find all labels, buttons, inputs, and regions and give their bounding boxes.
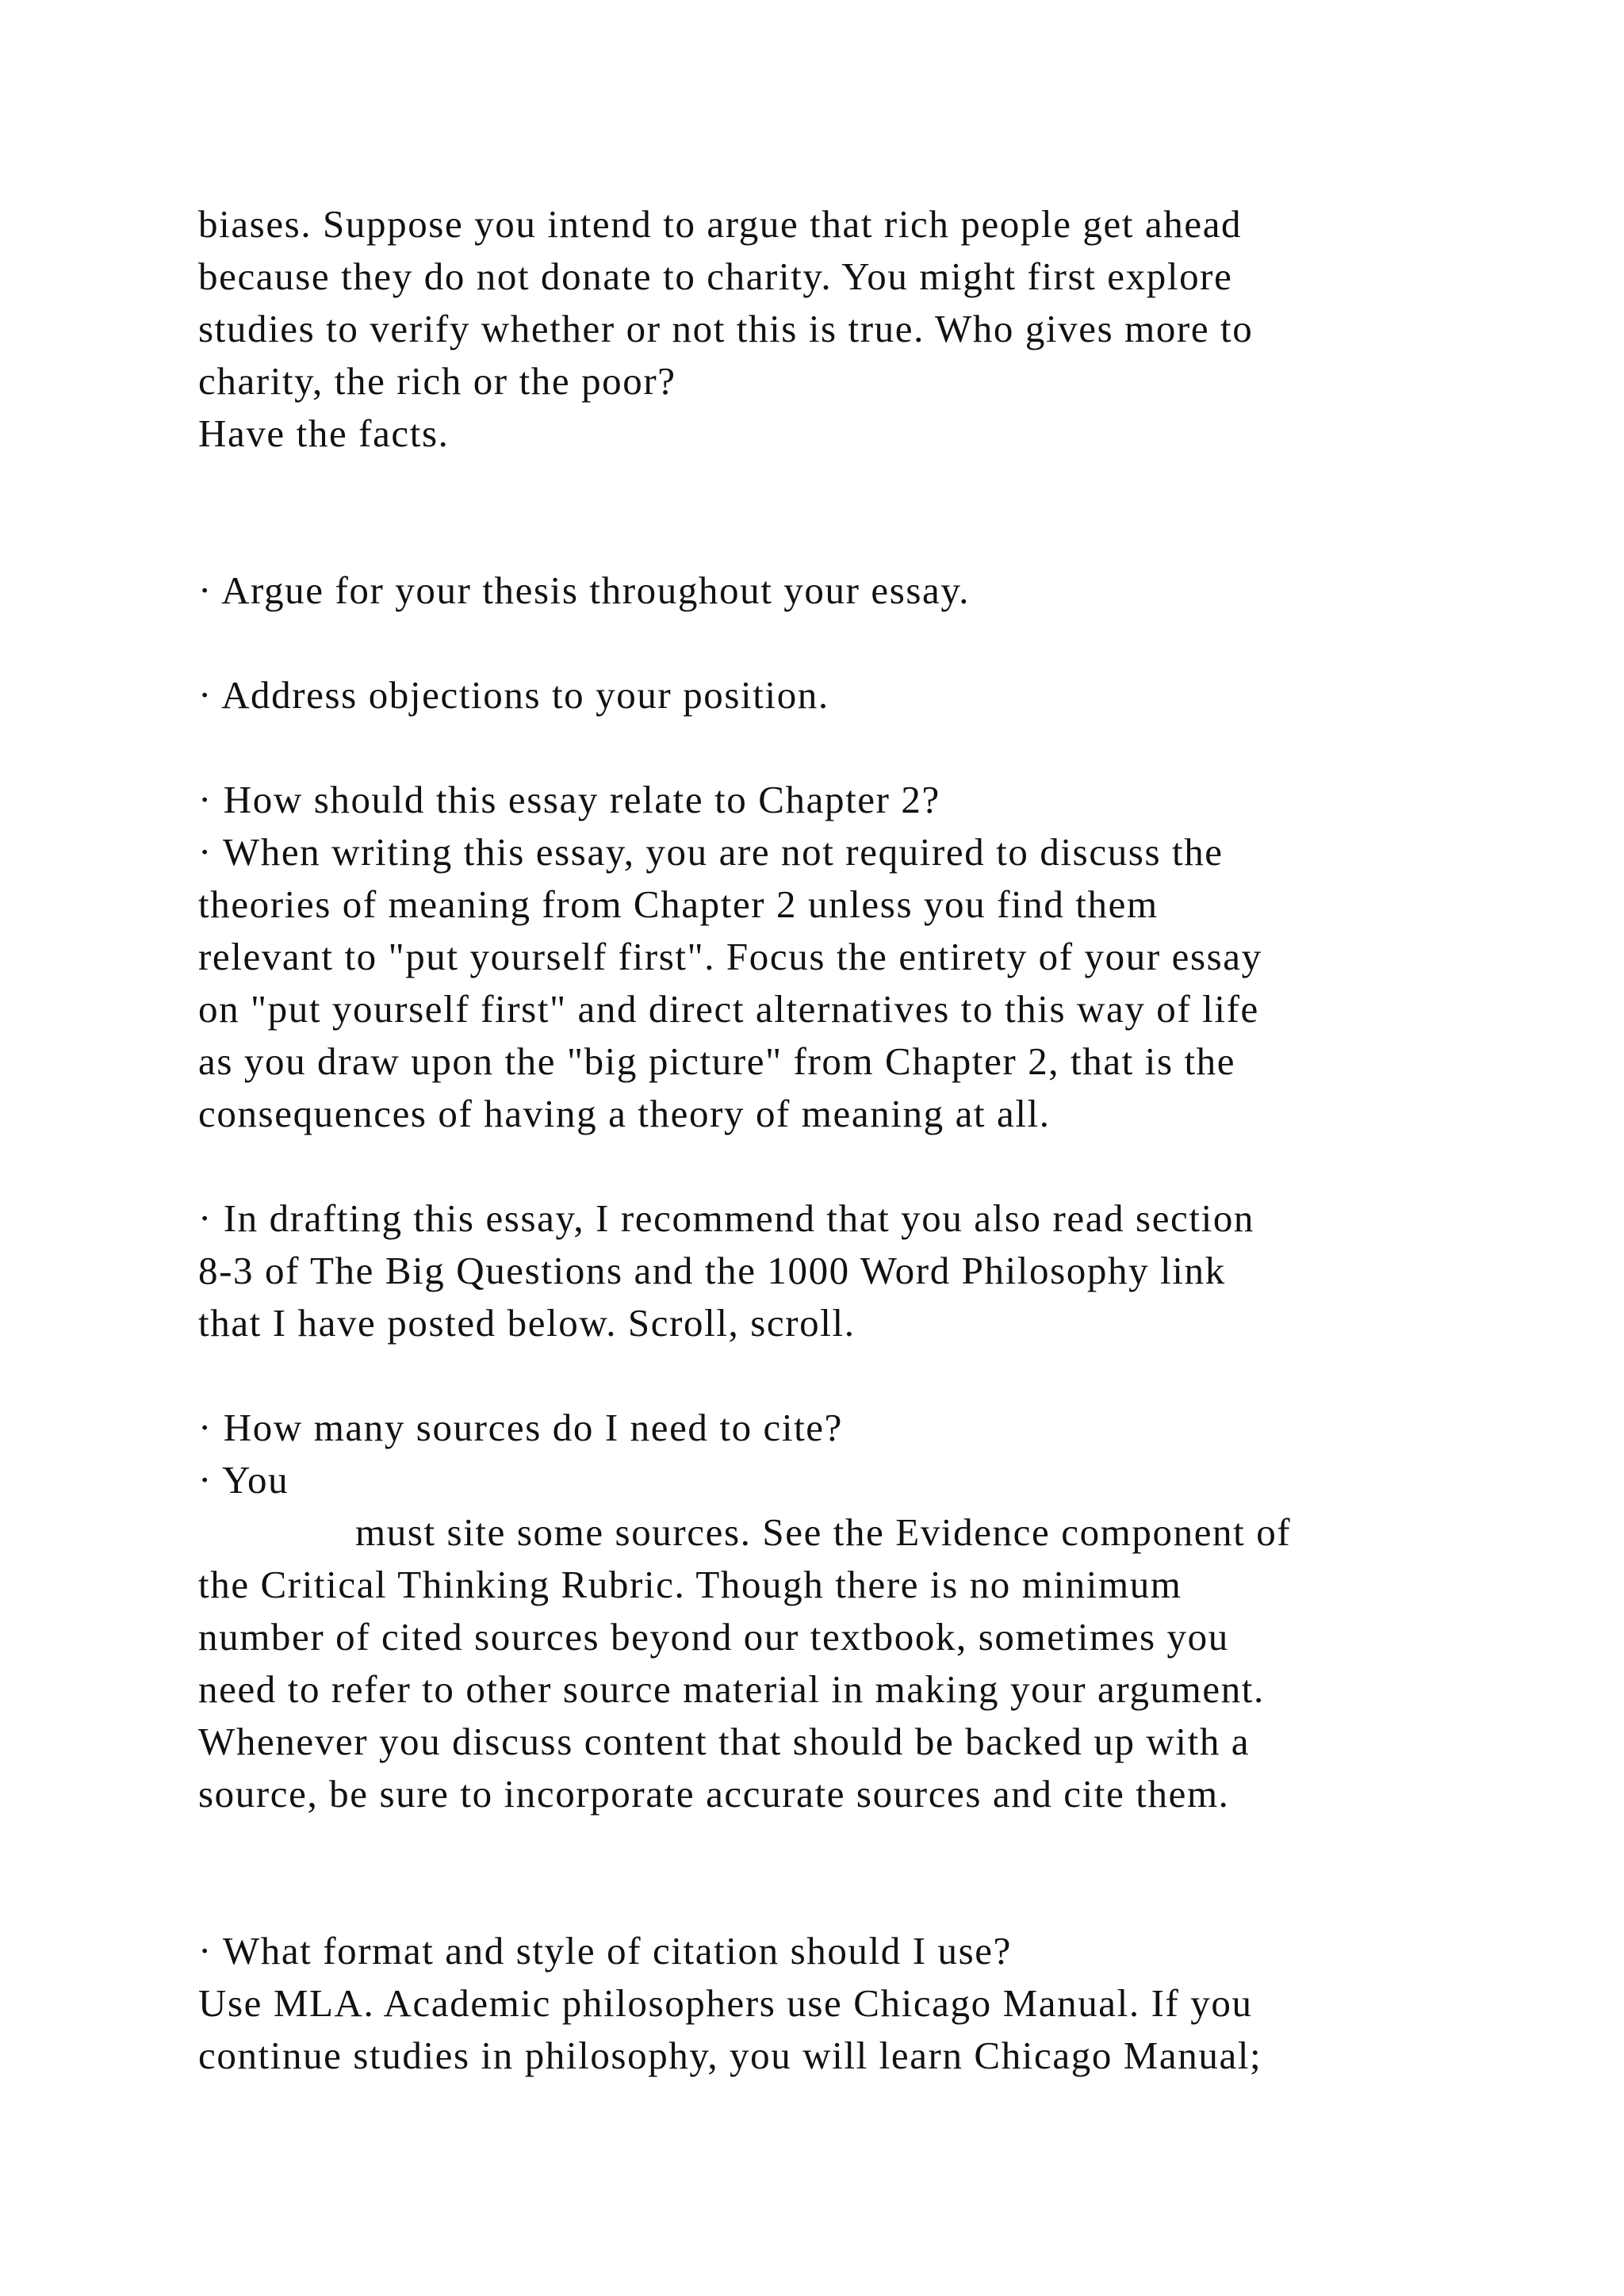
bullet-item: · In drafting this essay, I recommend that you also read section <box>198 1196 1255 1240</box>
bullet-item: · Address objections to your position. <box>198 673 829 717</box>
text-line: relevant to "put yourself first". Focus the entirety of your essay <box>198 935 1262 978</box>
text-line: 8-3 of The Big Questions and the 1000 Word Philosophy link <box>198 1249 1226 1292</box>
text-line: charity, the rich or the poor? <box>198 359 676 403</box>
text-line: Use MLA. Academic philosophers use Chicago Manual. If you <box>198 1981 1253 2025</box>
bullet-item: · What format and style of citation should I use? <box>198 1929 1012 1973</box>
bullet-item: · When writing this essay, you are not required to discuss the <box>198 830 1224 874</box>
text-line: on "put yourself first" and direct alternatives to this way of life <box>198 987 1259 1031</box>
text-line: biases. Suppose you intend to argue that rich people get ahead <box>198 202 1243 246</box>
text-line: theories of meaning from Chapter 2 unless you find them <box>198 882 1159 926</box>
bullet-item: · How many sources do I need to cite? <box>198 1406 844 1449</box>
text-line: as you draw upon the "big picture" from Chapter 2, that is the <box>198 1039 1236 1083</box>
bullet-item: · You <box>198 1458 289 1502</box>
text-line: the Critical Thinking Rubric. Though there is no minimum <box>198 1563 1182 1606</box>
bullet-item: · Argue for your thesis throughout your essay. <box>198 568 971 612</box>
text-line: Have the facts. <box>198 411 450 455</box>
text-line: studies to verify whether or not this is true. Who gives more to <box>198 307 1254 350</box>
bullet-item: · How should this essay relate to Chapter 2? <box>198 778 940 821</box>
text-line: number of cited sources beyond our textbook, sometimes you <box>198 1615 1229 1659</box>
text-line: need to refer to other source material in making your argument. <box>198 1667 1265 1711</box>
text-line: Whenever you discuss content that should be backed up with a <box>198 1720 1251 1763</box>
text-line: source, be sure to incorporate accurate sources and cite them. <box>198 1772 1230 1816</box>
text-line: consequences of having a theory of meaning at all. <box>198 1092 1051 1135</box>
text-line: that I have posted below. Scroll, scroll. <box>198 1301 856 1345</box>
text-line: because they do not donate to charity. You might first explore <box>198 254 1233 298</box>
text-line: must site some sources. See the Evidence component of <box>355 1510 1292 1554</box>
text-line: continue studies in philosophy, you will learn Chicago Manual; <box>198 2034 1262 2077</box>
